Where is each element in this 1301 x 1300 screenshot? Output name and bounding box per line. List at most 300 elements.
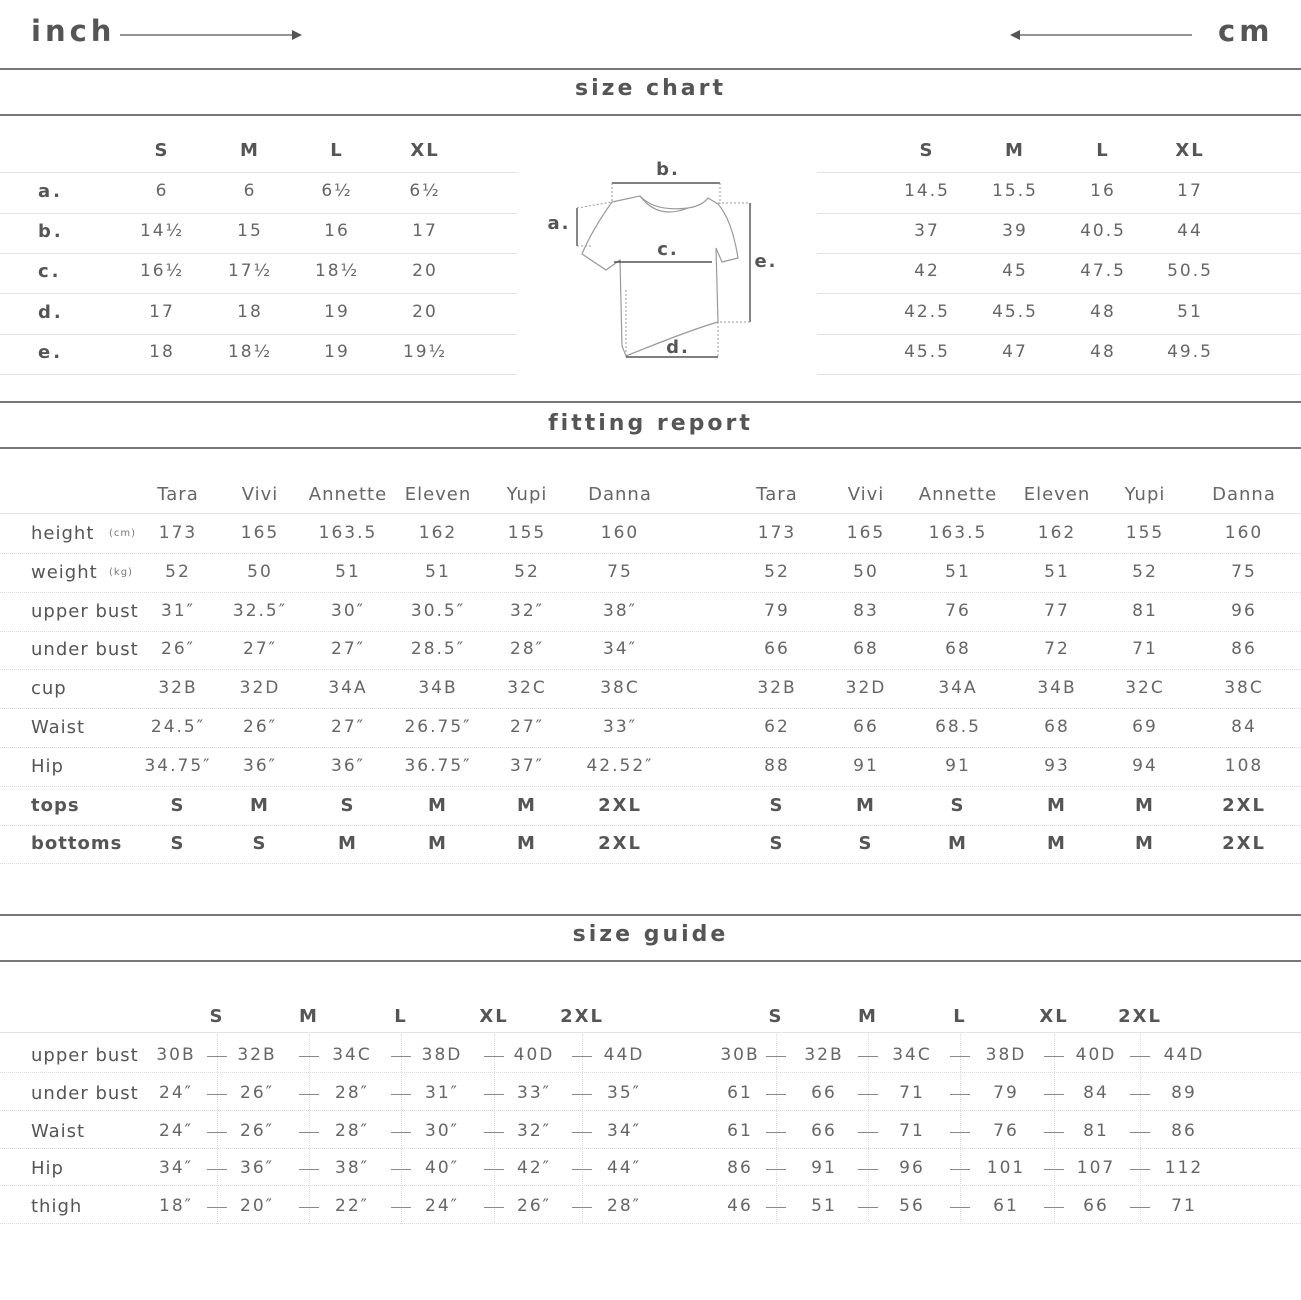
size-header: S bbox=[919, 140, 935, 161]
table-cell: 2XL bbox=[1222, 794, 1266, 816]
range-dash bbox=[207, 1207, 227, 1208]
row-divider bbox=[0, 1032, 1301, 1033]
table-cell: 32D bbox=[239, 678, 281, 699]
table-cell: S bbox=[252, 833, 268, 855]
table-cell: 50 bbox=[853, 561, 879, 582]
table-cell: 68 bbox=[945, 639, 971, 660]
model-name: Danna bbox=[588, 484, 652, 505]
table-cell: 155 bbox=[1125, 523, 1165, 543]
table-cell: 49.5 bbox=[1167, 342, 1213, 362]
table-cell: 17 bbox=[412, 221, 438, 241]
table-cell: 44D bbox=[603, 1045, 645, 1065]
row-divider bbox=[0, 1110, 1301, 1111]
range-dash bbox=[1130, 1207, 1150, 1208]
model-name: Annette bbox=[308, 484, 388, 505]
table-cell: S bbox=[769, 794, 785, 816]
table-cell: 93 bbox=[1044, 755, 1070, 776]
table-cell: 28″ bbox=[335, 1120, 369, 1141]
table-cell: 2XL bbox=[598, 794, 642, 816]
table-cell: 30.5″ bbox=[410, 600, 466, 621]
table-cell: 34B bbox=[418, 678, 458, 699]
table-cell: 38D bbox=[421, 1045, 463, 1065]
section-title-size-guide: size guide bbox=[572, 922, 729, 947]
table-cell: M bbox=[1047, 794, 1067, 816]
table-cell: 52 bbox=[764, 561, 790, 582]
row-label: c. bbox=[38, 261, 62, 282]
table-cell: 44D bbox=[1163, 1045, 1205, 1065]
row-divider bbox=[0, 592, 1301, 593]
row-divider bbox=[0, 825, 1301, 826]
row-divider bbox=[0, 747, 1301, 748]
table-cell: 18 bbox=[237, 302, 263, 322]
range-dash bbox=[858, 1207, 878, 1208]
row-label: height bbox=[31, 523, 95, 544]
row-divider bbox=[0, 553, 1301, 554]
range-dash bbox=[484, 1207, 504, 1208]
table-cell: 34″ bbox=[159, 1158, 193, 1179]
table-cell: 112 bbox=[1164, 1158, 1204, 1179]
table-cell: 160 bbox=[1224, 523, 1264, 543]
size-header: XL bbox=[1039, 1006, 1069, 1027]
table-cell: 77 bbox=[1044, 600, 1070, 621]
table-cell: 51 bbox=[945, 561, 971, 582]
table-cell: 68 bbox=[853, 639, 879, 660]
arrow-left-icon bbox=[1008, 28, 1193, 42]
table-cell: 24″ bbox=[159, 1120, 193, 1141]
divider bbox=[0, 914, 1301, 916]
table-cell: 75 bbox=[607, 561, 633, 582]
range-dash bbox=[950, 1056, 970, 1057]
table-cell: 47.5 bbox=[1080, 261, 1126, 281]
table-cell: 32D bbox=[845, 678, 887, 699]
table-cell: 38C bbox=[600, 678, 640, 699]
table-cell: 76 bbox=[945, 600, 971, 621]
range-dash bbox=[766, 1169, 786, 1170]
table-cell: 94 bbox=[1132, 755, 1158, 776]
table-cell: 28.5″ bbox=[410, 639, 466, 660]
table-cell: M bbox=[1135, 794, 1155, 816]
model-name: Danna bbox=[1212, 484, 1276, 505]
table-cell: 19 bbox=[324, 342, 350, 362]
table-cell: 86 bbox=[727, 1158, 753, 1179]
range-dash bbox=[1130, 1056, 1150, 1057]
table-cell: 62 bbox=[764, 717, 790, 737]
table-cell: 51 bbox=[425, 561, 451, 582]
table-cell: 26″ bbox=[240, 1120, 274, 1141]
column-divider bbox=[776, 1034, 777, 1224]
table-cell: 26″ bbox=[243, 717, 277, 737]
table-cell: 32B bbox=[158, 678, 198, 699]
row-label: d. bbox=[38, 302, 64, 323]
table-cell: 51 bbox=[1044, 561, 1070, 582]
range-dash bbox=[766, 1207, 786, 1208]
table-cell: 160 bbox=[600, 523, 640, 543]
row-label: thigh bbox=[31, 1196, 83, 1218]
range-dash bbox=[207, 1056, 227, 1057]
table-cell: 34A bbox=[328, 678, 368, 699]
table-cell: 17 bbox=[1177, 181, 1203, 201]
section-title-fitting-report: fitting report bbox=[548, 411, 753, 436]
row-label: b. bbox=[38, 221, 64, 242]
table-cell: M bbox=[338, 833, 358, 855]
table-cell: 20 bbox=[412, 261, 438, 281]
diagram-label-d: d. bbox=[666, 337, 690, 358]
table-cell: 45.5 bbox=[992, 302, 1038, 322]
table-cell: 89 bbox=[1171, 1082, 1197, 1103]
range-dash bbox=[207, 1169, 227, 1170]
table-cell: S bbox=[340, 794, 356, 816]
table-cell: 86 bbox=[1231, 639, 1257, 660]
range-dash bbox=[572, 1056, 592, 1057]
range-dash bbox=[950, 1169, 970, 1170]
size-header: M bbox=[1005, 140, 1025, 161]
row-divider bbox=[0, 513, 1301, 514]
table-cell: 173 bbox=[757, 523, 797, 543]
size-header: XL bbox=[479, 1006, 509, 1027]
model-name: Annette bbox=[918, 484, 998, 505]
table-cell: 24″ bbox=[159, 1082, 193, 1103]
table-cell: 32C bbox=[507, 678, 547, 699]
table-cell: 91 bbox=[853, 755, 879, 776]
table-cell: 79 bbox=[993, 1082, 1019, 1103]
table-cell: 28″ bbox=[607, 1196, 641, 1217]
diagram-label-b: b. bbox=[656, 159, 680, 180]
row-label: a. bbox=[38, 181, 63, 202]
table-cell: 155 bbox=[507, 523, 547, 543]
table-cell: 38″ bbox=[603, 600, 637, 621]
column-divider bbox=[1054, 1034, 1055, 1224]
table-cell: 26″ bbox=[161, 639, 195, 660]
range-dash bbox=[1044, 1056, 1064, 1057]
table-cell: 40D bbox=[513, 1045, 555, 1065]
table-cell: 30B bbox=[720, 1045, 760, 1065]
row-label: under bust bbox=[31, 639, 139, 661]
table-cell: 34″ bbox=[603, 639, 637, 660]
table-cell: 173 bbox=[158, 523, 198, 543]
range-dash bbox=[484, 1169, 504, 1170]
table-cell: 22″ bbox=[335, 1196, 369, 1217]
table-cell: 6½ bbox=[409, 181, 441, 201]
row-divider bbox=[0, 253, 517, 254]
table-cell: M bbox=[428, 794, 448, 816]
range-dash bbox=[391, 1056, 411, 1057]
table-cell: 81 bbox=[1083, 1120, 1109, 1141]
row-divider bbox=[0, 1185, 1301, 1186]
table-cell: 37″ bbox=[510, 755, 544, 776]
size-header: M bbox=[240, 140, 260, 161]
diagram-label-e: e. bbox=[754, 251, 778, 272]
range-dash bbox=[299, 1132, 319, 1133]
table-cell: 32″ bbox=[517, 1120, 551, 1141]
range-dash bbox=[484, 1094, 504, 1095]
table-cell: 81 bbox=[1132, 600, 1158, 621]
table-cell: 18″ bbox=[159, 1196, 193, 1217]
table-cell: 66 bbox=[1083, 1196, 1109, 1217]
model-name: Eleven bbox=[404, 484, 472, 505]
range-dash bbox=[299, 1207, 319, 1208]
row-divider bbox=[817, 213, 1301, 214]
table-cell: 66 bbox=[764, 639, 790, 660]
table-cell: 27″ bbox=[331, 717, 365, 737]
table-cell: 71 bbox=[899, 1120, 925, 1141]
table-cell: 32″ bbox=[510, 600, 544, 621]
size-header: M bbox=[299, 1006, 319, 1027]
table-cell: 34C bbox=[892, 1045, 932, 1065]
table-cell: 32C bbox=[1125, 678, 1165, 699]
range-dash bbox=[572, 1094, 592, 1095]
table-cell: 14½ bbox=[139, 221, 185, 241]
row-divider bbox=[817, 374, 1301, 375]
table-cell: 17½ bbox=[227, 261, 273, 281]
table-cell: 35″ bbox=[607, 1082, 641, 1103]
range-dash bbox=[950, 1094, 970, 1095]
divider bbox=[0, 960, 1301, 962]
range-dash bbox=[858, 1094, 878, 1095]
table-cell: S bbox=[950, 794, 966, 816]
row-label: weight bbox=[31, 561, 98, 583]
range-dash bbox=[391, 1169, 411, 1170]
size-header: S bbox=[154, 140, 170, 161]
row-divider bbox=[0, 669, 1301, 670]
table-cell: 96 bbox=[899, 1158, 925, 1179]
table-cell: 45 bbox=[1002, 261, 1028, 281]
table-cell: 34B bbox=[1037, 678, 1077, 699]
table-cell: 36″ bbox=[240, 1158, 274, 1179]
table-cell: 19 bbox=[324, 302, 350, 322]
table-cell: 16 bbox=[324, 221, 350, 241]
row-divider bbox=[0, 786, 1301, 787]
table-cell: 34C bbox=[332, 1045, 372, 1065]
unit-label: (cm) bbox=[109, 528, 137, 539]
table-cell: 38″ bbox=[335, 1158, 369, 1179]
table-cell: M bbox=[250, 794, 270, 816]
row-label: under bust bbox=[31, 1082, 139, 1104]
table-cell: 36″ bbox=[331, 755, 365, 776]
table-cell: M bbox=[428, 833, 448, 855]
divider bbox=[0, 68, 1301, 70]
range-dash bbox=[572, 1132, 592, 1133]
table-cell: 108 bbox=[1224, 755, 1264, 776]
size-header: L bbox=[330, 140, 344, 161]
table-cell: 36″ bbox=[243, 755, 277, 776]
table-cell: 91 bbox=[945, 755, 971, 776]
row-divider bbox=[817, 293, 1301, 294]
range-dash bbox=[391, 1207, 411, 1208]
row-divider bbox=[0, 863, 1301, 864]
table-cell: 84 bbox=[1231, 717, 1257, 737]
table-cell: 61 bbox=[993, 1196, 1019, 1217]
model-name: Vivi bbox=[241, 484, 279, 505]
range-dash bbox=[766, 1056, 786, 1057]
range-dash bbox=[1130, 1169, 1150, 1170]
section-title-size-chart: size chart bbox=[575, 76, 726, 101]
range-dash bbox=[299, 1169, 319, 1170]
table-cell: 34″ bbox=[607, 1120, 641, 1141]
table-cell: 16½ bbox=[139, 261, 185, 281]
table-cell: S bbox=[170, 794, 186, 816]
table-cell: 28″ bbox=[510, 639, 544, 660]
table-cell: 27″ bbox=[510, 717, 544, 737]
range-dash bbox=[391, 1132, 411, 1133]
table-cell: 40D bbox=[1075, 1045, 1117, 1065]
table-cell: 15 bbox=[237, 221, 263, 241]
table-cell: 163.5 bbox=[928, 523, 988, 543]
diagram-label-a: a. bbox=[547, 213, 571, 234]
row-label: Waist bbox=[31, 717, 86, 738]
range-dash bbox=[950, 1207, 970, 1208]
table-cell: 79 bbox=[764, 600, 790, 621]
range-dash bbox=[1044, 1207, 1064, 1208]
range-dash bbox=[1044, 1132, 1064, 1133]
table-cell: 51 bbox=[335, 561, 361, 582]
table-cell: 16 bbox=[1090, 181, 1116, 201]
column-divider bbox=[960, 1034, 961, 1224]
model-name: Yupi bbox=[1124, 484, 1166, 505]
unit-label: (kg) bbox=[109, 566, 133, 578]
range-dash bbox=[1044, 1169, 1064, 1170]
table-cell: 107 bbox=[1076, 1158, 1116, 1179]
table-cell: 51 bbox=[811, 1196, 837, 1217]
table-cell: M bbox=[948, 833, 968, 855]
table-cell: M bbox=[1047, 833, 1067, 855]
diagram-label-c: c. bbox=[657, 239, 679, 260]
column-divider bbox=[401, 1034, 402, 1224]
table-cell: 69 bbox=[1132, 717, 1158, 737]
table-cell: 71 bbox=[899, 1082, 925, 1103]
table-cell: 14.5 bbox=[904, 181, 950, 201]
table-cell: 34.75″ bbox=[144, 755, 212, 776]
table-cell: 68 bbox=[1044, 717, 1070, 737]
unit-inch-label: inch bbox=[31, 14, 116, 48]
table-cell: 52 bbox=[1132, 561, 1158, 582]
table-cell: 71 bbox=[1171, 1196, 1197, 1217]
arrow-right-icon bbox=[120, 28, 305, 42]
table-cell: 71 bbox=[1132, 639, 1158, 660]
size-header: XL bbox=[1175, 140, 1205, 161]
size-header: S bbox=[209, 1006, 225, 1027]
row-label: upper bust bbox=[31, 1045, 139, 1066]
table-cell: S bbox=[858, 833, 874, 855]
size-header: L bbox=[953, 1006, 967, 1027]
table-cell: 36.75″ bbox=[404, 755, 472, 776]
table-cell: 91 bbox=[811, 1158, 837, 1179]
unit-cm-label: cm bbox=[1218, 14, 1274, 48]
table-cell: 18½ bbox=[314, 261, 360, 281]
table-cell: 162 bbox=[418, 523, 458, 543]
table-cell: 75 bbox=[1231, 561, 1257, 582]
model-name: Tara bbox=[756, 484, 798, 505]
table-cell: 26″ bbox=[240, 1082, 274, 1103]
table-cell: 76 bbox=[993, 1120, 1019, 1141]
row-label: upper bust bbox=[31, 600, 139, 622]
size-header: L bbox=[1096, 140, 1110, 161]
model-name: Vivi bbox=[847, 484, 885, 505]
row-divider bbox=[0, 1223, 1301, 1224]
table-cell: 48 bbox=[1090, 302, 1116, 322]
column-divider bbox=[582, 1034, 583, 1224]
row-label: cup bbox=[31, 678, 67, 700]
model-name: Tara bbox=[157, 484, 199, 505]
table-cell: 34A bbox=[938, 678, 978, 699]
table-cell: 38C bbox=[1224, 678, 1264, 699]
column-divider bbox=[1140, 1034, 1141, 1224]
table-cell: 30″ bbox=[425, 1120, 459, 1141]
table-cell: 44″ bbox=[607, 1158, 641, 1179]
range-dash bbox=[766, 1094, 786, 1095]
model-name: Yupi bbox=[506, 484, 548, 505]
range-dash bbox=[391, 1094, 411, 1095]
table-cell: 56 bbox=[899, 1196, 925, 1217]
table-cell: 66 bbox=[811, 1120, 837, 1141]
table-cell: 61 bbox=[727, 1082, 753, 1103]
table-cell: 15.5 bbox=[992, 181, 1038, 201]
table-cell: 30B bbox=[156, 1045, 196, 1065]
table-cell: 66 bbox=[853, 717, 879, 737]
size-header: M bbox=[858, 1006, 878, 1027]
table-cell: 26″ bbox=[517, 1196, 551, 1217]
table-cell: 27″ bbox=[243, 639, 277, 660]
table-cell: 6 bbox=[243, 181, 257, 201]
range-dash bbox=[1130, 1132, 1150, 1133]
row-divider bbox=[0, 708, 1301, 709]
table-cell: 48 bbox=[1090, 342, 1116, 362]
table-cell: 46 bbox=[727, 1196, 753, 1217]
range-dash bbox=[1130, 1094, 1150, 1095]
table-cell: 66 bbox=[811, 1082, 837, 1103]
table-cell: 32.5″ bbox=[232, 600, 288, 621]
table-cell: 24″ bbox=[425, 1196, 459, 1217]
size-header: XL bbox=[410, 140, 440, 161]
range-dash bbox=[484, 1132, 504, 1133]
table-cell: 165 bbox=[240, 523, 280, 543]
column-divider bbox=[217, 1034, 218, 1224]
table-cell: 44 bbox=[1177, 221, 1203, 241]
range-dash bbox=[858, 1056, 878, 1057]
size-header: 2XL bbox=[560, 1006, 604, 1027]
table-cell: 45.5 bbox=[904, 342, 950, 362]
table-cell: M bbox=[517, 833, 537, 855]
table-cell: 40.5 bbox=[1080, 221, 1126, 241]
table-cell: 47 bbox=[1002, 342, 1028, 362]
range-dash bbox=[950, 1132, 970, 1133]
range-dash bbox=[299, 1094, 319, 1095]
table-cell: 30″ bbox=[331, 600, 365, 621]
divider bbox=[0, 401, 1301, 403]
table-cell: 33″ bbox=[603, 717, 637, 737]
table-cell: 96 bbox=[1231, 600, 1257, 621]
row-label: bottoms bbox=[31, 833, 123, 855]
table-cell: 31″ bbox=[425, 1082, 459, 1103]
row-divider bbox=[0, 334, 517, 335]
column-divider bbox=[494, 1034, 495, 1224]
table-cell: 165 bbox=[846, 523, 886, 543]
table-cell: 52 bbox=[165, 561, 191, 582]
table-cell: 162 bbox=[1037, 523, 1077, 543]
size-header: L bbox=[394, 1006, 408, 1027]
table-cell: 39 bbox=[1002, 221, 1028, 241]
range-dash bbox=[858, 1169, 878, 1170]
table-cell: 18 bbox=[149, 342, 175, 362]
row-divider bbox=[0, 1148, 1301, 1149]
range-dash bbox=[299, 1056, 319, 1057]
range-dash bbox=[572, 1207, 592, 1208]
table-cell: M bbox=[517, 794, 537, 816]
table-cell: 83 bbox=[853, 600, 879, 621]
table-cell: 42.52″ bbox=[586, 755, 654, 776]
table-cell: 6 bbox=[155, 181, 169, 201]
table-cell: 163.5 bbox=[318, 523, 378, 543]
table-cell: 52 bbox=[514, 561, 540, 582]
